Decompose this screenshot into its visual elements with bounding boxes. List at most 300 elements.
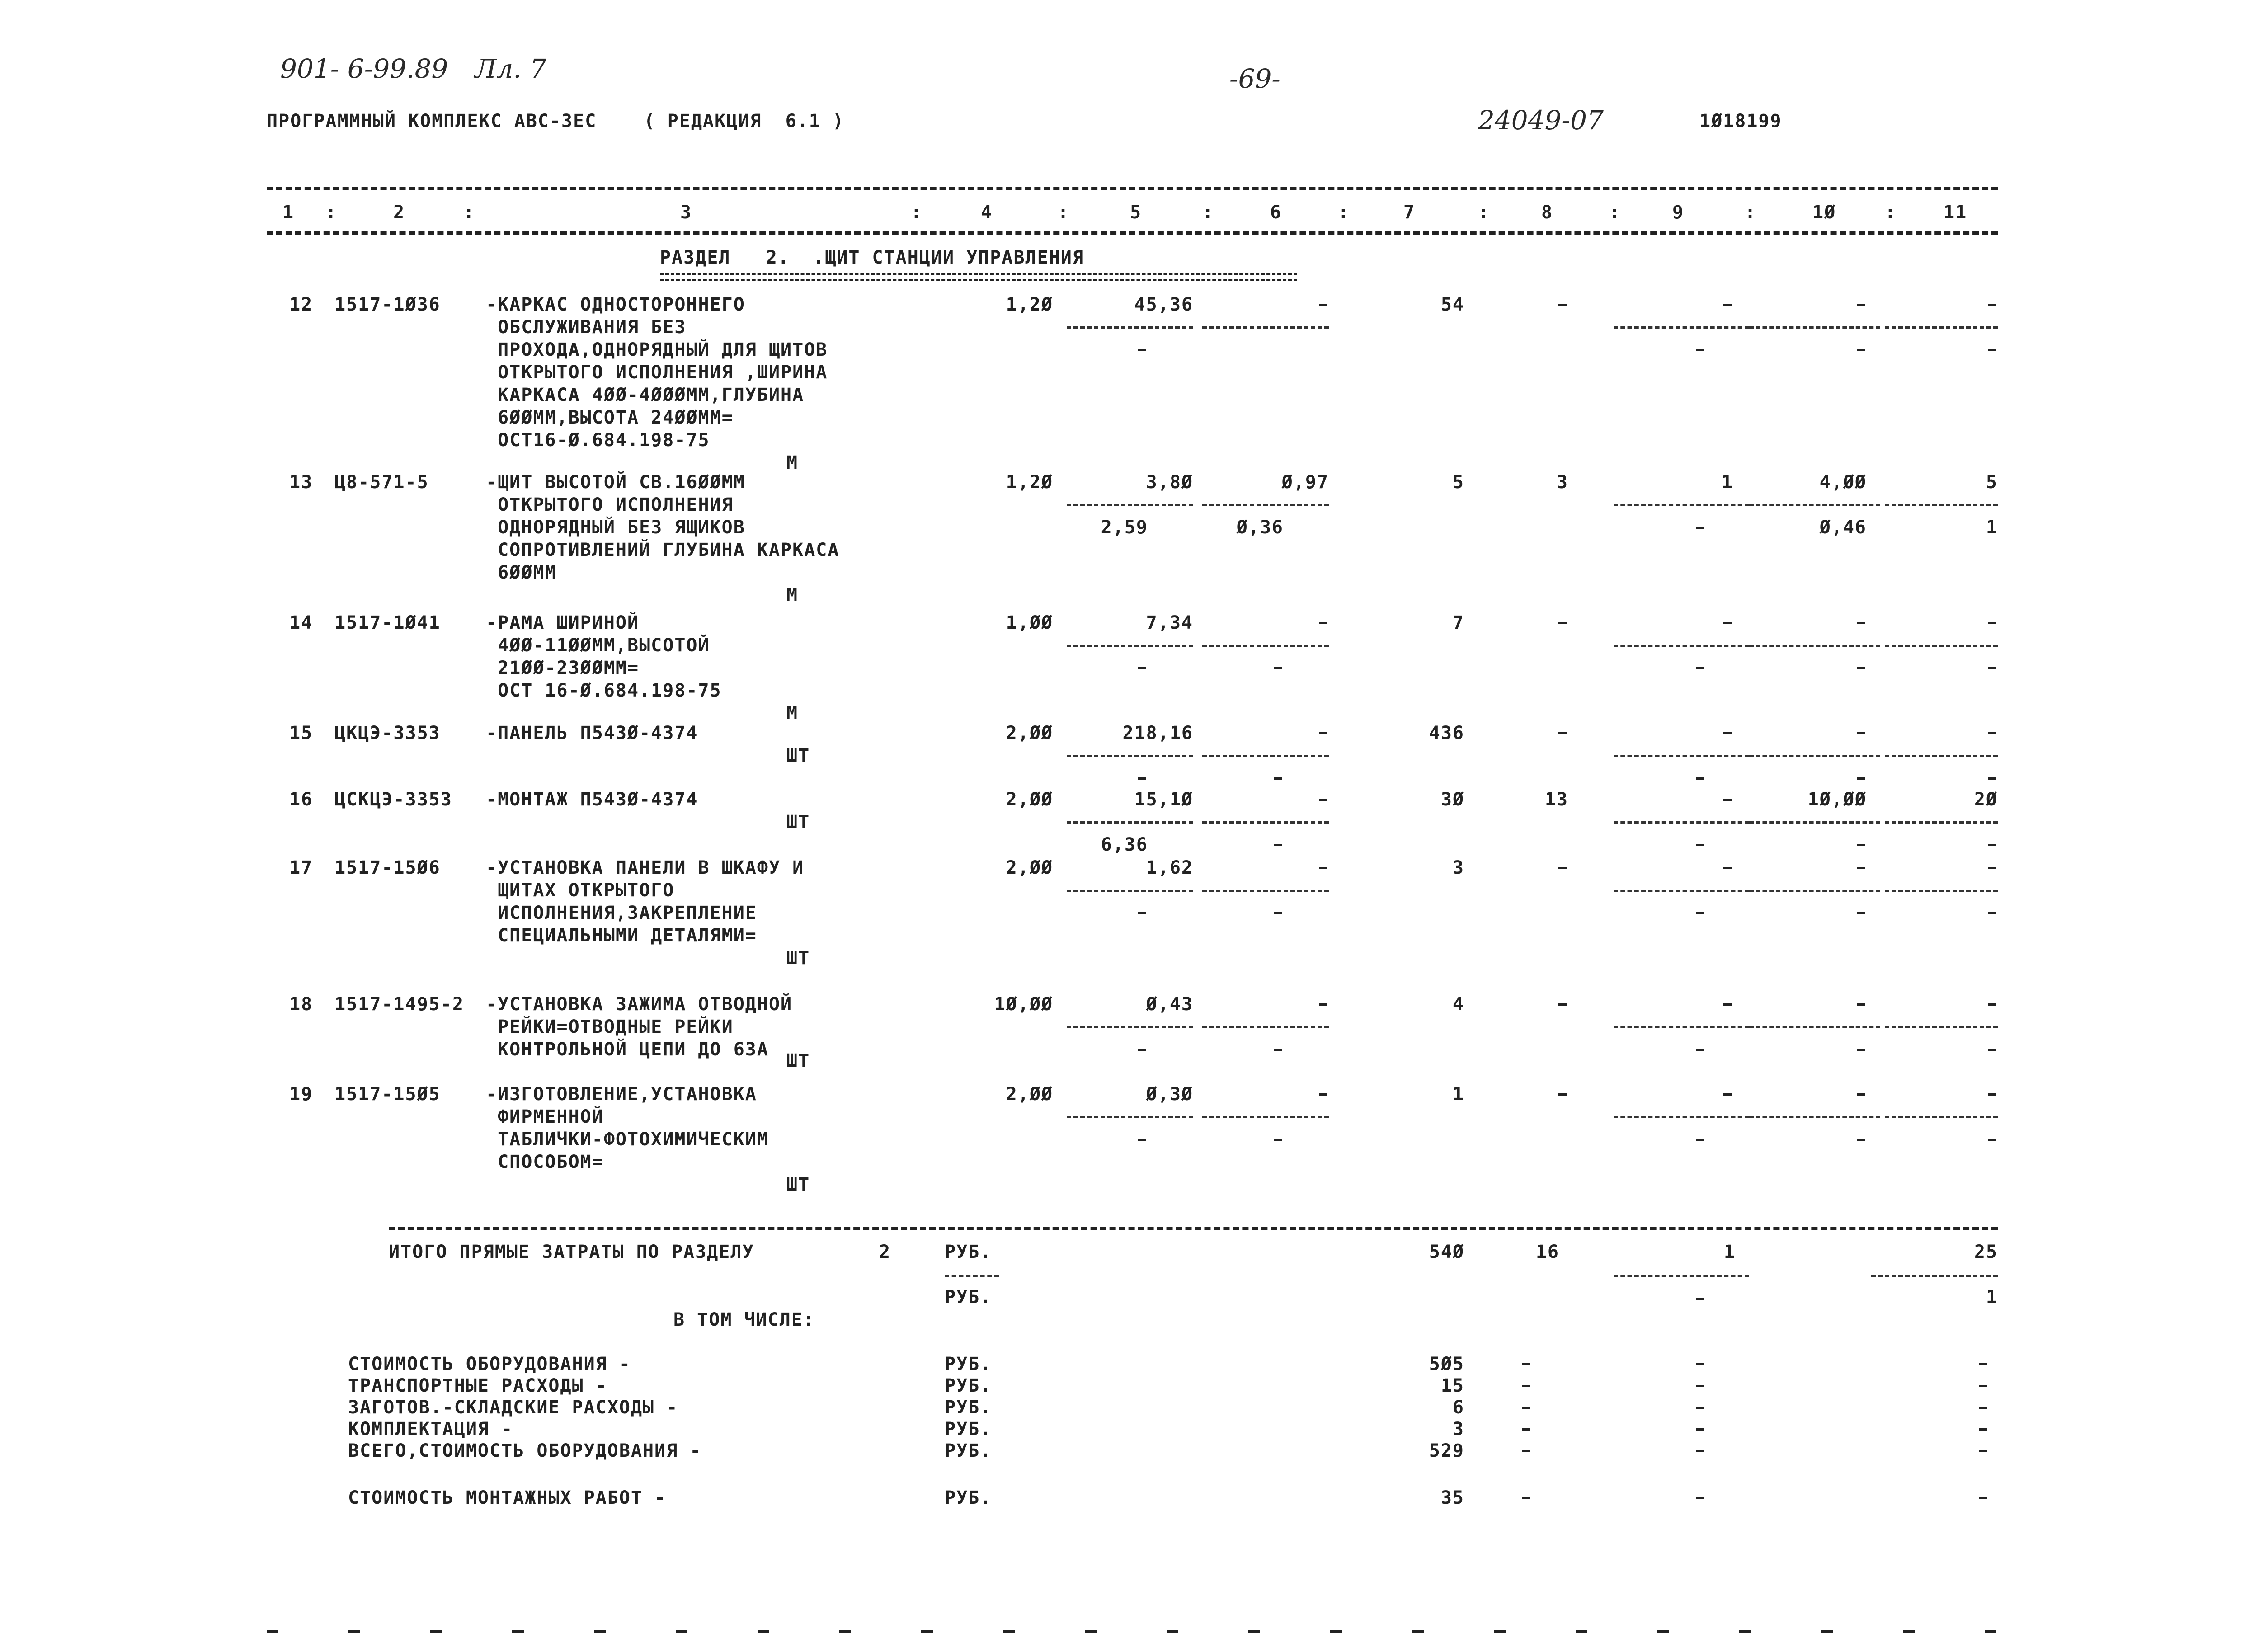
row-col11-rule (1885, 504, 1998, 506)
column-header-sep: : (1338, 202, 1350, 223)
row-col11-lower (1988, 349, 1996, 351)
row-col9-lower (1696, 527, 1704, 529)
bottom-mark (348, 1630, 360, 1633)
row-col5-lower: 2,59 (1101, 517, 1148, 538)
header-rule-bottom (267, 231, 1998, 235)
row-description-line: ОБСЛУЖИВАНИЯ БЕЗ (486, 317, 687, 338)
row-col10-lower (1857, 1049, 1865, 1051)
column-header-num: 2 (393, 202, 405, 223)
row-number: 18 (289, 994, 313, 1015)
summary-col8 (1522, 1407, 1530, 1409)
column-header-num: 3 (680, 202, 692, 223)
row-col10-rule (1749, 645, 1880, 647)
row-col6-rule (1202, 821, 1329, 824)
bottom-mark (1739, 1630, 1751, 1633)
row-col9 (1723, 867, 1732, 869)
column-header-sep: : (1478, 202, 1490, 223)
row-description-line: ОСТ 16-Ø.684.198-75 (486, 680, 722, 701)
montage-col11 (1979, 1497, 1987, 1499)
bottom-mark (512, 1630, 524, 1633)
summary-col11 (1979, 1450, 1987, 1452)
row-description-line: ОСТ16-Ø.684.198-75 (486, 430, 710, 451)
row-description-line: ФИРМЕННОЙ (486, 1106, 604, 1127)
row-col11 (1988, 304, 1996, 306)
row-description-line: -МОНТАЖ П543Ø-4374 (486, 789, 698, 810)
column-header-sep: : (463, 202, 475, 223)
row-col8 (1558, 1003, 1567, 1006)
montage-unit: РУБ. (945, 1487, 992, 1508)
row-col5-rule (1067, 821, 1193, 824)
row-col5: 15,1Ø (1134, 789, 1193, 810)
row-number: 17 (289, 857, 313, 878)
row-col6-lower (1274, 1139, 1282, 1141)
totals-col11: 25 (1974, 1242, 1998, 1262)
row-col9-lower (1696, 844, 1704, 846)
bottom-mark (267, 1630, 278, 1633)
row-col5-lower (1138, 1139, 1146, 1141)
row-code: Ц8-571-5 (334, 472, 429, 493)
row-col6 (1319, 622, 1327, 624)
row-quantity: 2,ØØ (1006, 723, 1053, 744)
row-col5-lower: 6,36 (1101, 834, 1148, 855)
row-col6-rule (1202, 645, 1329, 647)
bottom-mark (1821, 1630, 1833, 1633)
summary-col8 (1522, 1363, 1530, 1365)
row-col10-rule (1749, 755, 1880, 757)
row-col5-rule (1067, 326, 1193, 329)
bottom-mark (676, 1630, 687, 1633)
row-number: 19 (289, 1084, 313, 1105)
row-col6-rule (1202, 890, 1329, 892)
row-description-line: 21ØØ-23ØØММ= (486, 658, 640, 678)
summary-col7: 3 (1452, 1419, 1464, 1440)
bottom-mark (1085, 1630, 1097, 1633)
row-quantity: 1Ø,ØØ (994, 994, 1053, 1015)
row-description-line: ОТКРЫТОГО ИСПОЛНЕНИЯ (486, 494, 734, 515)
row-col5-lower (1138, 1049, 1146, 1051)
row-col10-lower (1857, 1139, 1865, 1141)
row-col9-lower (1696, 912, 1704, 914)
row-col10 (1857, 622, 1865, 624)
row-description-line: -ПАНЕЛЬ П543Ø-4374 (486, 723, 698, 744)
row-col6-rule (1202, 1116, 1329, 1118)
handwritten-sheet: Лл. 7 (475, 53, 547, 84)
totals-rule (389, 1227, 1998, 1230)
column-header-sep: : (325, 202, 338, 223)
summary-label: ЗАГОТОВ.-СКЛАДСКИЕ РАСХОДЫ - (348, 1397, 678, 1418)
handwritten-doc-number: 24049-07 (1478, 105, 1604, 136)
row-col5: 3,8Ø (1146, 472, 1193, 493)
row-description-line: СПЕЦИАЛЬНЫМИ ДЕТАЛЯМИ= (486, 925, 757, 946)
row-col11-rule (1885, 1116, 1998, 1118)
column-header-num: 6 (1270, 202, 1282, 223)
row-col9 (1723, 1003, 1732, 1006)
row-col9-lower (1696, 349, 1704, 351)
summary-col11 (1979, 1385, 1987, 1387)
row-description-line: 6ØØММ (486, 562, 557, 583)
row-col5-lower (1138, 349, 1146, 351)
page-number: -69- (1229, 63, 1280, 94)
bottom-mark (1903, 1630, 1915, 1633)
row-col9 (1723, 304, 1732, 306)
row-quantity: 1,ØØ (1006, 612, 1053, 633)
row-col6 (1319, 304, 1327, 306)
row-col5: 218,16 (1122, 723, 1193, 744)
bottom-mark (758, 1630, 769, 1633)
row-description-line: -ИЗГОТОВЛЕНИЕ,УСТАНОВКА (486, 1084, 757, 1105)
row-col5-rule (1067, 755, 1193, 757)
row-col11 (1988, 1093, 1996, 1096)
row-col5: 45,36 (1134, 294, 1193, 315)
summary-col11 (1979, 1428, 1987, 1431)
column-header-sep: : (911, 202, 923, 223)
row-col10-lower (1857, 777, 1865, 780)
row-description-line: -ЩИТ ВЫСОТОЙ СВ.16ØØММ (486, 472, 745, 493)
column-header-num: 11 (1944, 202, 1967, 223)
row-description-line: КОНТРОЛЬНОЙ ЦЕПИ ДО 63А (486, 1039, 769, 1060)
row-unit: М (786, 703, 799, 724)
row-col10-rule (1749, 326, 1880, 329)
summary-col11 (1979, 1407, 1987, 1409)
row-col9-rule (1614, 326, 1749, 329)
row-number: 13 (289, 472, 313, 493)
header-rule-top (267, 187, 1998, 190)
row-col10: 1Ø,ØØ (1807, 789, 1867, 810)
row-col9-lower (1696, 667, 1704, 669)
summary-col11 (1979, 1363, 1987, 1365)
row-col10 (1857, 732, 1865, 734)
row-col6-rule (1202, 504, 1329, 506)
row-col9 (1723, 1093, 1732, 1096)
row-col10-lower (1857, 349, 1865, 351)
row-col11-lower (1988, 1139, 1996, 1141)
row-col11 (1988, 867, 1996, 869)
row-col11-rule (1885, 755, 1998, 757)
row-col9 (1723, 622, 1732, 624)
row-col10-lower: Ø,46 (1819, 517, 1867, 538)
summary-col7: 15 (1440, 1375, 1464, 1396)
row-description-line: ОДНОРЯДНЫЙ БЕЗ ЯЩИКОВ (486, 517, 745, 538)
row-col5-lower (1138, 667, 1146, 669)
row-col7: 436 (1429, 723, 1464, 744)
row-col5: 1,62 (1146, 857, 1193, 878)
row-quantity: 1,2Ø (1006, 472, 1053, 493)
summary-unit: РУБ. (945, 1397, 992, 1418)
row-col6-lower (1274, 667, 1282, 669)
bottom-mark (1657, 1630, 1669, 1633)
row-col5-rule (1067, 645, 1193, 647)
row-col6-rule (1202, 1026, 1329, 1028)
row-quantity: 1,2Ø (1006, 294, 1053, 315)
row-col10 (1857, 1093, 1865, 1096)
row-col7: 7 (1452, 612, 1464, 633)
row-col8: 3 (1556, 472, 1568, 493)
row-col6-lower: Ø,36 (1236, 517, 1284, 538)
bottom-mark (1330, 1630, 1342, 1633)
row-description-line: ИСПОЛНЕНИЯ,ЗАКРЕПЛЕНИЕ (486, 903, 757, 923)
row-col7: 4 (1452, 994, 1464, 1015)
row-col9: 1 (1721, 472, 1733, 493)
column-header-num: 7 (1403, 202, 1416, 223)
column-header-num: 1 (282, 202, 295, 223)
summary-label: ТРАНСПОРТНЫЕ РАСХОДЫ - (348, 1375, 607, 1396)
row-col6-lower (1274, 777, 1282, 780)
row-col6 (1319, 1093, 1327, 1096)
row-col11-lower (1988, 1049, 1996, 1051)
row-unit: М (786, 585, 799, 606)
row-col5-rule (1067, 504, 1193, 506)
row-description-line: СОПРОТИВЛЕНИЙ ГЛУБИНА КАРКАСА (486, 540, 840, 560)
row-col7: 1 (1452, 1084, 1464, 1105)
summary-unit: РУБ. (945, 1440, 992, 1461)
row-number: 12 (289, 294, 313, 315)
montage-label: СТОИМОСТЬ МОНТАЖНЫХ РАБОТ - (348, 1487, 667, 1508)
column-header-sep: : (1058, 202, 1070, 223)
row-col10-rule (1749, 1026, 1880, 1028)
totals-col9-rule (1614, 1275, 1749, 1277)
column-header-num: 4 (981, 202, 993, 223)
row-col10 (1857, 867, 1865, 869)
totals-unit-rule (945, 1275, 999, 1277)
row-col9 (1723, 799, 1732, 801)
row-col10-rule (1749, 504, 1880, 506)
summary-col9 (1696, 1450, 1704, 1452)
row-col6 (1319, 732, 1327, 734)
row-code: 1517-15Ø5 (334, 1084, 441, 1105)
row-description-line: -УСТАНОВКА ПАНЕЛИ В ШКАФУ И (486, 857, 805, 878)
row-col9-lower (1696, 1139, 1704, 1141)
in-total-label: В ТОМ ЧИСЛЕ: (673, 1309, 815, 1330)
summary-label: СТОИМОСТЬ ОБОРУДОВАНИЯ - (348, 1354, 631, 1374)
row-col5-lower (1138, 912, 1146, 914)
row-quantity: 2,ØØ (1006, 1084, 1053, 1105)
row-col6-lower (1274, 1049, 1282, 1051)
bottom-mark (1985, 1630, 1996, 1633)
row-col7: 3 (1452, 857, 1464, 878)
row-code: 1517-1495-2 (334, 994, 464, 1015)
row-col7: 5 (1452, 472, 1464, 493)
row-unit: ШТ (786, 812, 810, 833)
totals-unit: РУБ. (945, 1242, 992, 1262)
row-col9-lower (1696, 1049, 1704, 1051)
bottom-mark (839, 1630, 851, 1633)
totals-label: ИТОГО ПРЯМЫЕ ЗАТРАТЫ ПО РАЗДЕЛУ (389, 1242, 754, 1262)
column-header-sep: : (1202, 202, 1214, 223)
row-description-line: РЕЙКИ=ОТВОДНЫЕ РЕЙКИ (486, 1017, 734, 1037)
row-col6 (1319, 799, 1327, 801)
column-header-sep: : (1609, 202, 1621, 223)
row-col11-lower (1988, 844, 1996, 846)
row-col10 (1857, 304, 1865, 306)
row-col9-rule (1614, 645, 1749, 647)
row-description-line: КАРКАСА 4ØØ-4ØØØММ,ГЛУБИНА (486, 385, 805, 405)
summary-col9 (1696, 1363, 1704, 1365)
row-col11-rule (1885, 645, 1998, 647)
row-description-line: ЩИТАХ ОТКРЫТОГО (486, 880, 675, 901)
row-quantity: 2,ØØ (1006, 789, 1053, 810)
section-underline (660, 273, 1297, 281)
row-col11-rule (1885, 1026, 1998, 1028)
row-col11-rule (1885, 890, 1998, 892)
bottom-mark (1248, 1630, 1260, 1633)
totals-col9: 1 (1723, 1242, 1736, 1262)
row-unit: М (786, 452, 799, 473)
row-col10-rule (1749, 1116, 1880, 1118)
column-header-sep: : (1885, 202, 1897, 223)
row-col10-lower (1857, 844, 1865, 846)
bottom-mark (1412, 1630, 1424, 1633)
row-code: 1517-1Ø36 (334, 294, 441, 315)
row-col5: Ø,43 (1146, 994, 1193, 1015)
row-col9-rule (1614, 821, 1749, 824)
row-col10-lower (1857, 667, 1865, 669)
summary-col7: 6 (1452, 1397, 1464, 1418)
row-col9-rule (1614, 1026, 1749, 1028)
row-col5-rule (1067, 1026, 1193, 1028)
row-col11-lower (1988, 777, 1996, 780)
row-col5-lower (1138, 777, 1146, 780)
row-description-line: ОТКРЫТОГО ИСПОЛНЕНИЯ ,ШИРИНА (486, 362, 828, 383)
totals-col11-lower: 1 (1986, 1287, 1998, 1308)
row-unit: ШТ (786, 948, 810, 969)
row-col11 (1988, 1003, 1996, 1006)
row-col8 (1558, 732, 1567, 734)
row-col8 (1558, 304, 1567, 306)
montage-col9 (1696, 1497, 1704, 1499)
summary-unit: РУБ. (945, 1354, 992, 1374)
row-col10 (1857, 1003, 1865, 1006)
row-col8: 13 (1544, 789, 1568, 810)
row-col6 (1319, 867, 1327, 869)
row-description-line: ПРОХОДА,ОДНОРЯДНЫЙ ДЛЯ ЩИТОВ (486, 339, 828, 360)
row-col6: Ø,97 (1281, 472, 1329, 493)
row-number: 15 (289, 723, 313, 744)
summary-unit: РУБ. (945, 1419, 992, 1440)
summary-col8 (1522, 1428, 1530, 1431)
totals-section: 2 (879, 1242, 891, 1262)
summary-col8 (1522, 1450, 1530, 1452)
bottom-mark (1003, 1630, 1015, 1633)
row-col8 (1558, 622, 1567, 624)
row-col6-lower (1274, 912, 1282, 914)
row-number: 16 (289, 789, 313, 810)
totals-col7: 54Ø (1429, 1242, 1464, 1262)
row-col11: 2Ø (1974, 789, 1998, 810)
row-col11-rule (1885, 326, 1998, 329)
totals-unit-2: РУБ. (945, 1287, 992, 1308)
bottom-mark (1167, 1630, 1178, 1633)
row-col5-rule (1067, 1116, 1193, 1118)
totals-col11-rule (1871, 1275, 1998, 1277)
column-header-num: 1Ø (1812, 202, 1836, 223)
row-col10-rule (1749, 890, 1880, 892)
row-col5: 7,34 (1146, 612, 1193, 633)
row-number: 14 (289, 612, 313, 633)
bottom-mark (594, 1630, 606, 1633)
row-col8 (1558, 867, 1567, 869)
row-col9-rule (1614, 1116, 1749, 1118)
row-col11-lower: 1 (1986, 517, 1998, 538)
row-col9-rule (1614, 504, 1749, 506)
totals-col9-dash (1696, 1298, 1704, 1300)
row-col10-rule (1749, 821, 1880, 824)
row-col9-rule (1614, 890, 1749, 892)
montage-col7: 35 (1440, 1487, 1464, 1508)
column-header-num: 5 (1130, 202, 1142, 223)
bottom-mark (1576, 1630, 1587, 1633)
row-col11-lower (1988, 667, 1996, 669)
doc-id: 1Ø18199 (1699, 111, 1782, 132)
row-code: 1517-15Ø6 (334, 857, 441, 878)
row-col6-rule (1202, 755, 1329, 757)
montage-col8 (1522, 1497, 1530, 1499)
row-unit: ШТ (786, 1050, 810, 1071)
row-col10: 4,ØØ (1819, 472, 1867, 493)
row-description-line: ТАБЛИЧКИ-ФОТОХИМИЧЕСКИМ (486, 1129, 769, 1150)
section-title: РАЗДЕЛ 2. .ЩИТ СТАНЦИИ УПРАВЛЕНИЯ (660, 247, 1084, 268)
row-col9-rule (1614, 755, 1749, 757)
summary-col8 (1522, 1385, 1530, 1387)
row-col7: 54 (1440, 294, 1464, 315)
row-col6-rule (1202, 326, 1329, 329)
row-col9 (1723, 732, 1732, 734)
row-col11 (1988, 622, 1996, 624)
summary-label: КОМПЛЕКТАЦИЯ - (348, 1419, 513, 1440)
column-header-num: 9 (1672, 202, 1685, 223)
summary-label: ВСЕГО,СТОИМОСТЬ ОБОРУДОВАНИЯ - (348, 1440, 702, 1461)
bottom-mark (430, 1630, 442, 1633)
row-unit: ШТ (786, 1174, 810, 1195)
row-col9-lower (1696, 777, 1704, 780)
row-col7: 3Ø (1440, 789, 1464, 810)
summary-col9 (1696, 1385, 1704, 1387)
column-header-sep: : (1745, 202, 1757, 223)
row-code: ЦКЦЭ-3353 (334, 723, 441, 744)
summary-col7: 529 (1429, 1440, 1464, 1461)
program-title: ПРОГРАММНЫЙ КОМПЛЕКС АВС-3ЕС ( РЕДАКЦИЯ 6.1 ) (267, 111, 845, 132)
column-header-num: 8 (1541, 202, 1553, 223)
summary-unit: РУБ. (945, 1375, 992, 1396)
bottom-mark (921, 1630, 933, 1633)
handwritten-code: 901- 6-99.89 (280, 53, 448, 84)
row-description-line: -КАРКАС ОДНОСТОРОННЕГО (486, 294, 745, 315)
row-col11-rule (1885, 821, 1998, 824)
row-col11 (1988, 732, 1996, 734)
row-col6 (1319, 1003, 1327, 1006)
row-col6-lower (1274, 844, 1282, 846)
summary-col7: 5Ø5 (1429, 1354, 1464, 1374)
row-description-line: 4ØØ-11ØØММ,ВЫСОТОЙ (486, 635, 710, 656)
row-col5: Ø,3Ø (1146, 1084, 1193, 1105)
row-col8 (1558, 1093, 1567, 1096)
row-col5-rule (1067, 890, 1193, 892)
row-quantity: 2,ØØ (1006, 857, 1053, 878)
row-col11: 5 (1986, 472, 1998, 493)
row-col11-lower (1988, 912, 1996, 914)
summary-col9 (1696, 1407, 1704, 1409)
bottom-mark (1494, 1630, 1506, 1633)
row-description-line: -УСТАНОВКА ЗАЖИМА ОТВОДНОЙ (486, 994, 793, 1015)
row-description-line: -РАМА ШИРИНОЙ (486, 612, 640, 633)
row-col10-lower (1857, 912, 1865, 914)
row-description-line: СПОСОБОМ= (486, 1152, 604, 1172)
summary-col9 (1696, 1428, 1704, 1431)
row-code: 1517-1Ø41 (334, 612, 441, 633)
row-code: ЦСКЦЭ-3353 (334, 789, 452, 810)
row-unit: ШТ (786, 745, 810, 766)
totals-col8: 16 (1535, 1242, 1559, 1262)
row-description-line: 6ØØММ,ВЫСОТА 24ØØММ= (486, 407, 734, 428)
